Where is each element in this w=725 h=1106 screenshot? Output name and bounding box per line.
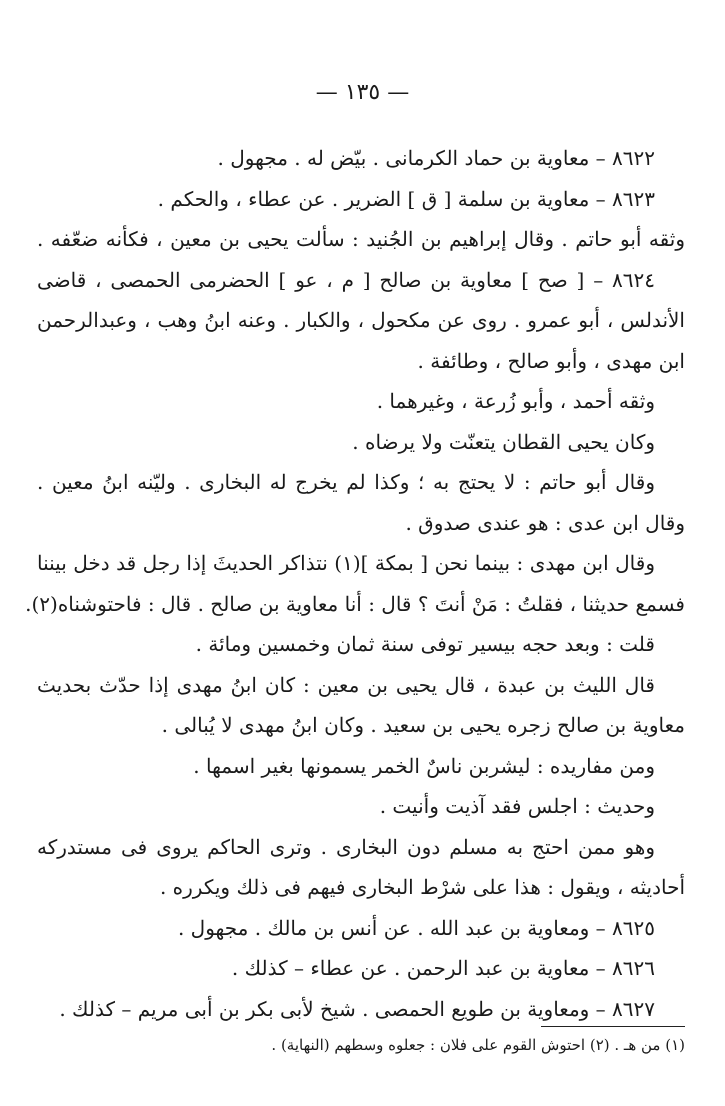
text-line: وثقه أحمد ، وأبو زُرعة ، وغيرهما . [376,389,655,413]
text-line: وقال ابن مهدى : بينما نحن [ بمكة ](١) نتذاكر الحديثَ إذا رجل قد دخل بيننا [37,551,655,575]
text-line: ومن مفاريده : ليشربن ناسٌ الخمر يسمونها بغير اسمها . [193,753,655,778]
text-line: وحديث : اجلس فقد آذيت وأنيت . [379,794,655,818]
text-line: ٨٦٢٦ – معاوية بن عبد الرحمن . عن عطاء – كذلك . [231,956,655,980]
footnote: (١) من هـ . (٢) احتوش القوم على فلان : جعلوه وسطهم (النهاية) . [271,1036,685,1054]
text-line: قال الليث بن عبدة ، قال يحيى بن معين : كان ابنُ مهدى إذا حدّث بحديث [37,672,655,697]
text-line: قلت : وبعد حجه بيسير توفى سنة ثمان وخمسين ومائة . [195,632,655,656]
text-line: ٨٦٢٤ – [ صح ] معاوية بن صالح [ م ، عو ] الحضرمى الحمصى ، قاضى [37,267,655,292]
text-line: الأندلس ، أبو عمرو . روى عن مكحول ، والكبار . وعنه ابنُ وهب ، وعبدالرحمن [37,308,685,332]
text-line: وثقه أبو حاتم . وقال إبراهيم بن الجُنيد : سألت يحيى بن معين ، فكأنه ضعّفه . [37,227,685,251]
text-line: ٨٦٢٢ – معاوية بن حماد الكرمانى . بيّض له . مجهول . [217,146,655,170]
text-line: ابن مهدى ، وأبو صالح ، وطائفة . [417,348,685,373]
page-number: — ١٣٥ — [315,80,410,105]
text-line: فسمع حديثنا ، فقلتُ : مَنْ أنتَ ؟ قال : أنا معاوية بن صالح . قال : فاحتوشناه(٢). [25,591,685,616]
text-line: وقال ابن عدى : هو عندى صدوق . [405,510,685,535]
body-text [25,138,685,1029]
text-line: وكان يحيى القطان يتعنّت ولا يرضاه . [352,429,655,454]
footnote-separator [541,1026,685,1027]
text-line: وهو ممن احتج به مسلم دون البخارى . وترى الحاكم يروى فى مستدركه [37,834,655,859]
text-line: ٨٦٢٧ – ومعاوية بن طويع الحمصى . شيخ لأبى بكر بن أبى مريم – كذلك . [59,996,655,1021]
text-line: أحاديثه ، ويقول : هذا على شرْط البخارى فيهم فى ذلك ويكرره . [159,875,685,899]
text-line: ٨٦٢٥ – ومعاوية بن عبد الله . عن أنس بن مالك . مجهول . [177,915,655,940]
text-line: ٨٦٢٣ – معاوية بن سلمة [ ق ] الضرير . عن عطاء ، والحكم . [157,186,655,211]
text-line: معاوية بن صالح زجره يحيى بن سعيد . وكان ابنُ مهدى لا يُبالى . [161,713,685,737]
text-line: وقال أبو حاتم : لا يحتج به ؛ وكذا لم يخرج له البخارى . وليّنه ابنُ معين . [37,470,655,494]
